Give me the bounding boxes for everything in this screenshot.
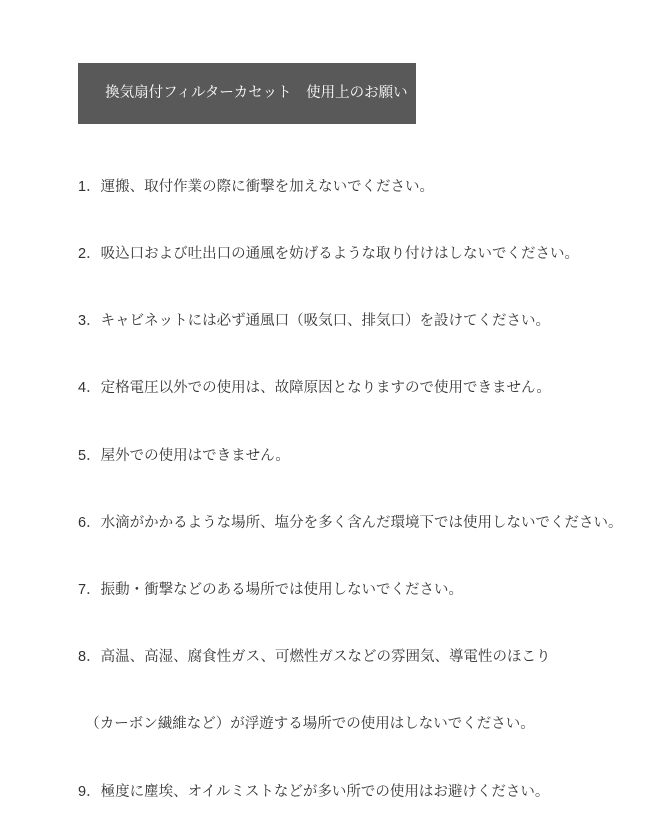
precaution-line: 7．振動・衝撃などのある場所では使用しないでください。 (78, 582, 464, 599)
precaution-list (78, 131, 638, 816)
precaution-line: 6．水滴がかかるような場所、塩分を多く含んだ環境下では使用しないでください。 (78, 514, 623, 531)
precaution-line: 8．高温、高湿、腐食性ガス、可燃性ガスなどの雰囲気、導電性のほこり (78, 649, 551, 666)
precaution-line: 3．キャビネットには必ず通風口（吸気口、排気口）を設けてください。 (78, 313, 551, 330)
precaution-line: 1．運搬、取付作業の際に衝撃を加えないでください。 (78, 178, 435, 195)
precaution-line: 9．極度に塵埃、オイルミストなどが多い所での使用はお避けください。 (78, 783, 550, 800)
precaution-line: 2．吸込口および吐出口の通風を妨げるような取り付けはしないでください。 (78, 246, 580, 263)
precaution-line: 4．定格電圧以外での使用は、故障原因となりますので使用できません。 (78, 380, 551, 397)
precaution-line: 5．屋外での使用はできません。 (78, 447, 290, 464)
section-title: 換気扇付フィルターカセット 使用上のお願い (105, 85, 408, 101)
precaution-line: （カーボン繊維など）が浮遊する場所での使用はしないでください。 (78, 716, 535, 733)
section-header (78, 63, 416, 124)
content-area (78, 63, 638, 816)
